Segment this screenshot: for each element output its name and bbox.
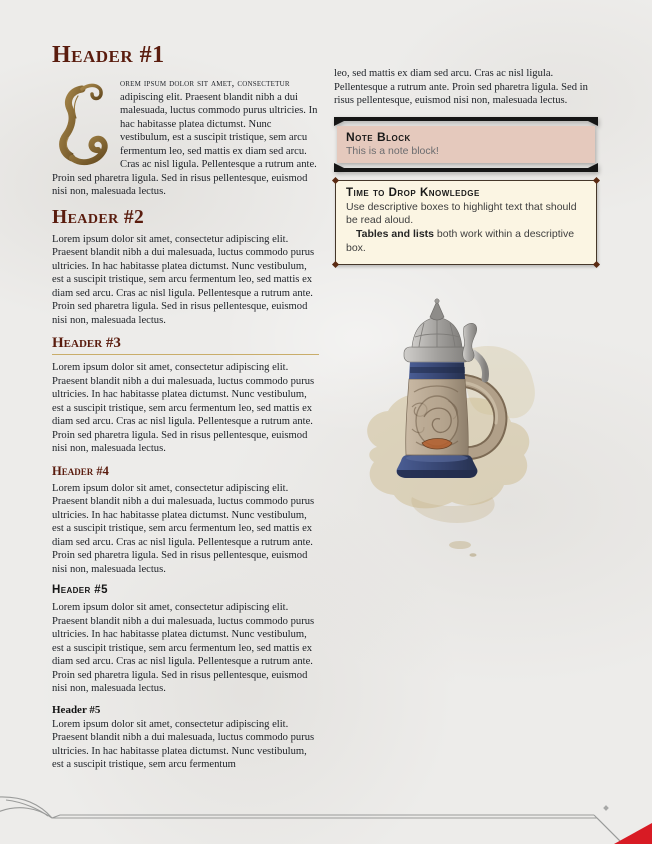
note-title: Note Block <box>346 129 411 144</box>
paragraph: Lorem ipsum dolor sit amet, consectetur adipiscing elit. Praesent blandit nibh a dui malesuada, luctus commodo purus ultricies. In hac habitasse platea dictumst. Nunc vestibulum, est a suscipit tristique, sem arcu fermentum leo, sed mattis ex diam sed arcu. Cras ac nisl ligula. Pellentesque a rutrum ante. Proin sed pharetra ligula. Sed in risus pellentesque, euismod nisi non, malesuada lectus. <box>52 233 315 326</box>
paragraph: Lorem ipsum dolor sit amet, consectetur adipiscing elit. Praesent blandit nibh a dui malesuada, luctus commodo purus ultricies. In hac habitasse platea dictumst. Nunc vestibulum, est a suscipit tristique, sem arcu fermentum leo, sed mattis ex diam sed arcu. Cras ac nisl ligula. Pellentesque a rutrum ante. Proin sed pharetra ligula. Sed in risus pellentesque, euismod nisi non, malesuada lectus. <box>52 602 315 694</box>
footer-square-dot-icon <box>603 805 609 811</box>
right-column <box>334 67 598 577</box>
lead-in-rest: adipiscing elit. Praesent blandit nibh a dui malesuada, luctus commodo purus ultricies. In hac habitasse platea dictumst. Nunc vestibulum, est a suscipit tristique, sem arcu fermentum leo, sed mattis ex diam sed arcu. Cras ac nisl ligula. Pellentesque a rutrum ante. Proin sed pharetra ligula. Sed in risus pellentesque, euismod nisi non, malesuada lectus. <box>52 91 318 197</box>
heading-3: Header #3 <box>52 335 319 355</box>
descriptive-box-text: Use descriptive boxes to highlight text that should be read aloud. <box>346 200 577 227</box>
stein-illustration <box>352 297 547 577</box>
heading-4: Header #4 <box>52 463 109 478</box>
lead-in-smallcaps: orem ipsum dolor sit amet, consectetur <box>120 78 290 89</box>
heading-1: Header #1 <box>52 42 165 68</box>
note-body: This is a note block! <box>346 144 439 157</box>
heading-5: Header #5 <box>52 584 108 596</box>
left-column <box>52 40 319 780</box>
page-footer-ornament <box>0 790 652 844</box>
descriptive-box-title: Time to Drop Knowledge <box>346 186 480 199</box>
note-top-edge-icon <box>334 117 598 126</box>
paragraph: Lorem ipsum dolor sit amet, consectetur adipiscing elit. Praesent blandit nibh a dui malesuada, luctus commodo purus ultricies. In hac habitasse platea dictumst. Nunc vestibulum, est a suscipit tristique, sem arcu fermentum leo, sed mattis ex diam sed arcu. Cras ac nisl ligula. Pellentesque a rutrum ante. Proin sed pharetra ligula. Sed in risus pellentesque, euismod nisi non, malesuada lectus. <box>52 362 315 454</box>
column-overflow-paragraph: leo, sed mattis ex diam sed arcu. Cras ac nisl ligula. Pellentesque a rutrum ante. Proin sed pharetra ligula. Sed in risus pellentesque, euismod nisi non, malesuada lectus. <box>334 68 588 106</box>
footer-flourish-icon <box>0 797 623 844</box>
heading-6: Header #5 <box>52 703 101 716</box>
dropcap-initial-L <box>52 80 112 168</box>
paragraph: Lorem ipsum dolor sit amet, consectetur adipiscing elit. Praesent blandit nibh a dui malesuada, luctus commodo purus ultricies. In hac habitasse platea dictumst. Nunc vestibulum, est a suscipit tristique, sem arcu fermentum leo, sed mattis ex diam sed arcu. Cras ac nisl ligula. Pellentesque a rutrum ante. Proin sed pharetra ligula. Sed in risus pellentesque, euismod nisi non, malesuada lectus. <box>52 482 315 575</box>
ornate-letter-icon <box>52 80 112 168</box>
beer-stein-icon <box>352 297 547 577</box>
descriptive-box <box>335 180 597 265</box>
heading-2: Header #2 <box>52 206 145 228</box>
bold-lead-rest: both work within a descriptive box. <box>346 228 575 254</box>
corner-dot-icon <box>593 261 600 268</box>
paragraph-truncated: Lorem ipsum dolor sit amet, consectetur adipiscing elit. Praesent blandit nibh a dui malesuada, luctus commodo purus ultricies. In hac habitasse platea dictumst. Nunc vestibulum, est a suscipit tristique, sem arcu fermentum <box>52 718 315 770</box>
corner-dot-icon <box>332 261 339 268</box>
descriptive-box-text-2 <box>346 228 586 256</box>
note-content <box>337 126 595 163</box>
corner-dot-icon <box>593 176 600 183</box>
bold-lead: Tables and lists <box>356 228 434 241</box>
paragraph-dropcap <box>52 77 319 199</box>
corner-dot-icon <box>332 176 339 183</box>
note-bottom-edge-icon <box>334 163 598 172</box>
note-block <box>334 117 598 172</box>
